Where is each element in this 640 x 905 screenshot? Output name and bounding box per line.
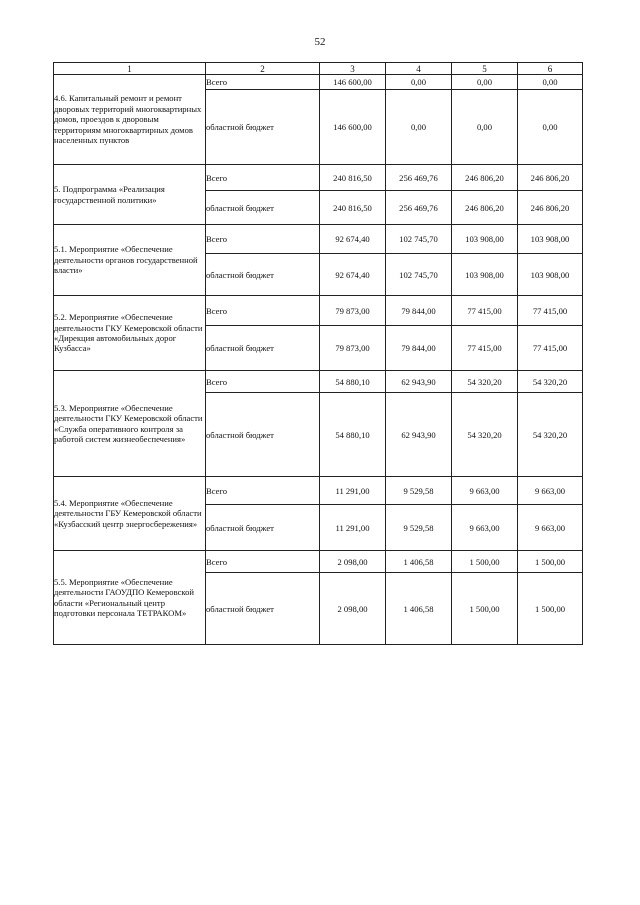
funding-source: Всего xyxy=(206,225,320,254)
page-number: 52 xyxy=(314,36,326,48)
funding-source: Всего xyxy=(206,551,320,573)
funding-source: областной бюджет xyxy=(206,326,320,371)
value-cell: 0,00 xyxy=(386,90,452,165)
item-name: 5.5. Мероприятие «Обеспечение деятельности ГАОУДПО Кемеровской области «Региональный центр подготовки персонала ТЕТРАКОМ» xyxy=(54,551,206,645)
value-cell: 246 806,20 xyxy=(452,191,518,225)
value-cell: 79 873,00 xyxy=(320,326,386,371)
funding-source: областной бюджет xyxy=(206,254,320,296)
value-cell: 54 320,20 xyxy=(452,371,518,393)
value-cell: 1 406,58 xyxy=(386,551,452,573)
value-cell: 1 500,00 xyxy=(452,573,518,645)
value-cell: 0,00 xyxy=(452,75,518,90)
value-cell: 11 291,00 xyxy=(320,477,386,505)
item-name: 5.1. Мероприятие «Обеспечение деятельности органов государственной власти» xyxy=(54,225,206,296)
value-cell: 9 529,58 xyxy=(386,477,452,505)
value-cell: 77 415,00 xyxy=(518,296,583,326)
value-cell: 240 816,50 xyxy=(320,165,386,191)
value-cell: 103 908,00 xyxy=(452,254,518,296)
value-cell: 54 320,20 xyxy=(518,371,583,393)
value-cell: 11 291,00 xyxy=(320,505,386,551)
table-row xyxy=(54,371,583,393)
value-cell: 9 663,00 xyxy=(452,477,518,505)
value-cell: 9 663,00 xyxy=(452,505,518,551)
table-row xyxy=(54,165,583,191)
value-cell: 77 415,00 xyxy=(518,326,583,371)
value-cell: 77 415,00 xyxy=(452,326,518,371)
table-row xyxy=(54,75,583,90)
value-cell: 9 529,58 xyxy=(386,505,452,551)
funding-source: Всего xyxy=(206,165,320,191)
funding-source: областной бюджет xyxy=(206,191,320,225)
value-cell: 92 674,40 xyxy=(320,225,386,254)
funding-source: областной бюджет xyxy=(206,505,320,551)
item-name: 5. Подпрограмма «Реализация государственной политики» xyxy=(54,165,206,225)
value-cell: 256 469,76 xyxy=(386,165,452,191)
item-name: 5.3. Мероприятие «Обеспечение деятельности ГКУ Кемеровской области «Служба оперативного контроля за работой систем жизнеобеспечения» xyxy=(54,371,206,477)
value-cell: 256 469,76 xyxy=(386,191,452,225)
column-header: 6 xyxy=(518,63,583,75)
value-cell: 0,00 xyxy=(452,90,518,165)
value-cell: 54 880,10 xyxy=(320,371,386,393)
value-cell: 2 098,00 xyxy=(320,551,386,573)
value-cell: 77 415,00 xyxy=(452,296,518,326)
column-header: 5 xyxy=(452,63,518,75)
funding-source: Всего xyxy=(206,75,320,90)
value-cell: 103 908,00 xyxy=(518,225,583,254)
value-cell: 1 500,00 xyxy=(518,551,583,573)
value-cell: 246 806,20 xyxy=(452,165,518,191)
value-cell: 103 908,00 xyxy=(518,254,583,296)
column-header: 2 xyxy=(206,63,320,75)
funding-source: Всего xyxy=(206,371,320,393)
table-row xyxy=(54,296,583,326)
value-cell: 9 663,00 xyxy=(518,505,583,551)
value-cell: 0,00 xyxy=(518,75,583,90)
value-cell: 79 844,00 xyxy=(386,326,452,371)
value-cell: 103 908,00 xyxy=(452,225,518,254)
funding-source: областной бюджет xyxy=(206,573,320,645)
value-cell: 79 844,00 xyxy=(386,296,452,326)
funding-source: Всего xyxy=(206,296,320,326)
value-cell: 2 098,00 xyxy=(320,573,386,645)
value-cell: 92 674,40 xyxy=(320,254,386,296)
value-cell: 79 873,00 xyxy=(320,296,386,326)
table-row xyxy=(54,551,583,573)
funding-source: областной бюджет xyxy=(206,90,320,165)
value-cell: 246 806,20 xyxy=(518,165,583,191)
value-cell: 1 406,58 xyxy=(386,573,452,645)
funding-source: Всего xyxy=(206,477,320,505)
value-cell: 54 880,10 xyxy=(320,393,386,477)
value-cell: 62 943,90 xyxy=(386,371,452,393)
budget-table xyxy=(53,62,583,645)
value-cell: 1 500,00 xyxy=(518,573,583,645)
column-header: 3 xyxy=(320,63,386,75)
table-header-row xyxy=(54,63,583,75)
funding-source: областной бюджет xyxy=(206,393,320,477)
value-cell: 9 663,00 xyxy=(518,477,583,505)
value-cell: 1 500,00 xyxy=(452,551,518,573)
value-cell: 146 600,00 xyxy=(320,75,386,90)
value-cell: 102 745,70 xyxy=(386,225,452,254)
item-name: 5.2. Мероприятие «Обеспечение деятельности ГКУ Кемеровской области «Дирекция автомобильных дорог Кузбасса» xyxy=(54,296,206,371)
value-cell: 240 816,50 xyxy=(320,191,386,225)
value-cell: 54 320,20 xyxy=(452,393,518,477)
value-cell: 146 600,00 xyxy=(320,90,386,165)
value-cell: 0,00 xyxy=(386,75,452,90)
value-cell: 62 943,90 xyxy=(386,393,452,477)
value-cell: 102 745,70 xyxy=(386,254,452,296)
item-name: 5.4. Мероприятие «Обеспечение деятельности ГБУ Кемеровской области «Кузбасский центр энергосбережения» xyxy=(54,477,206,551)
column-header: 1 xyxy=(54,63,206,75)
value-cell: 0,00 xyxy=(518,90,583,165)
column-header: 4 xyxy=(386,63,452,75)
value-cell: 246 806,20 xyxy=(518,191,583,225)
value-cell: 54 320,20 xyxy=(518,393,583,477)
table-row xyxy=(54,225,583,254)
table-row xyxy=(54,477,583,505)
item-name: 4.6. Капитальный ремонт и ремонт дворовых территорий многоквартирных домов, проездов к дворовым территориям многоквартирных домов населенных пунктов xyxy=(54,75,206,165)
